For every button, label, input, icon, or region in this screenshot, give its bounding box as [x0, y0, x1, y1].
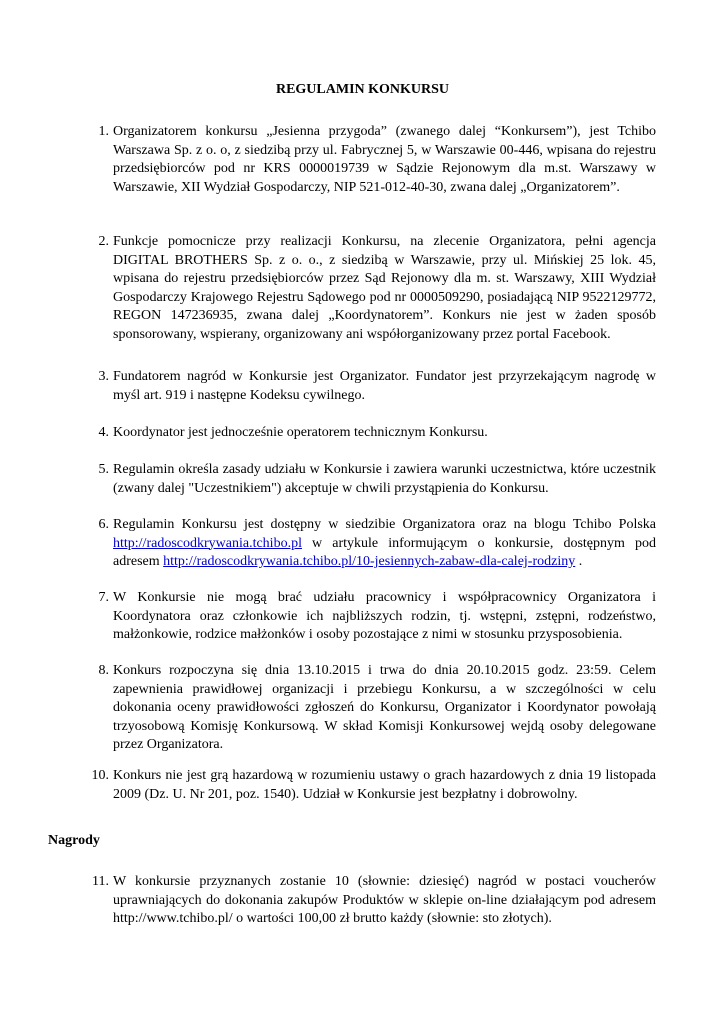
list-item-5	[98, 461, 656, 498]
list-item-8	[98, 662, 656, 755]
list-number: 5.	[98, 462, 109, 477]
list-item-text: W Konkursie nie mogą brać udziału pracownicy i współpracownicy Organizatora i Koordynatora oraz członkowie ich najbliższych rodzin, tj. wstępni, zstępni, rodzeństwo, małżonkowie, rodzice małżonków i osoby pozostające z nimi w stosunku przysposobienia.	[113, 590, 656, 642]
article-link[interactable]: http://radoscodkrywania.tchibo.pl/10-jesiennych-zabaw-dla-calej-rodziny	[163, 554, 576, 569]
list-item-text: W konkursie przyznanych zostanie 10 (słownie: dziesięć) nagród w postaci voucherów uprawniających do dokonania zakupów Produktów w sklepie on-line działającym pod adresem http://www.tchibo.pl/ o wartości 100,00 zł brutto każdy (słownie: sto złotych).	[113, 874, 656, 926]
list-number: 3.	[98, 369, 109, 384]
list-item-10	[91, 767, 656, 804]
section-heading-nagrody: Nagrody	[48, 833, 100, 848]
list-number: 8.	[98, 663, 109, 678]
list-number: 10.	[91, 768, 109, 783]
list-item-text: Funkcje pomocnicze przy realizacji Konkursu, na zlecenie Organizatora, pełni agencja DIGITAL BROTHERS Sp. z o. o., z siedzibą w Warszawie, przy ul. Mińskiej 25 lok. 45, wpisana do rejestru przedsiębiorców przez Sąd Rejonowy dla m. st. Warszawy, XIII Wydział Gospodarczy Krajowego Rejestru Sądowego pod nr 0000509290, posiadającą NIP 9522129772, REGON 147236935, zwana dalej „Koordynatorem”. Konkurs nie jest w żaden sposób sponsorowany, wspierany, organizowany ani współorganizowany przez portal Facebook.	[113, 234, 656, 342]
list-item-text: Fundatorem nagród w Konkursie jest Organizator. Fundator jest przyrzekającym nagrodę w myśl art. 919 i następne Kodeksu cywilnego.	[113, 369, 656, 403]
list-item-text	[113, 516, 656, 572]
list-item-4	[98, 424, 656, 443]
list-item-11	[92, 873, 656, 929]
list-item-text: Konkurs rozpoczyna się dnia 13.10.2015 i trwa do dnia 20.10.2015 godz. 23:59. Celem zapewnienia prawidłowej organizacji i przebiegu Konkursu, a w szczególności w celu dokonania oceny prawidłowości zgłoszeń do Konkursu, Organizator i Koordynator powołają trzyosobową Komisję Konkursową. W skład Komisji Konkursowej wejdą osoby delegowane przez Organizatora.	[113, 663, 656, 752]
item-6-text-middle: w artykule informującym o konkursie, dostępnym pod adresem	[113, 535, 656, 569]
blog-link[interactable]: http://radoscodkrywania.tchibo.pl	[113, 535, 302, 551]
list-item-text: Regulamin określa zasady udziału w Konkursie i zawiera warunki uczestnictwa, które uczestnik (zwany dalej "Uczestnikiem") akceptuje w chwili przystąpienia do Konkursu.	[113, 462, 656, 496]
list-item-3	[98, 368, 656, 405]
list-item-7	[98, 589, 656, 645]
list-item-6	[98, 516, 656, 572]
list-number: 11.	[92, 874, 109, 889]
list-item-1	[98, 123, 656, 197]
document-title: REGULAMIN KONKURSU	[275, 82, 450, 97]
list-number: 2.	[98, 234, 109, 249]
list-number: 4.	[98, 425, 109, 440]
list-number: 6.	[98, 517, 109, 532]
list-item-text: Organizatorem konkursu „Jesienna przygoda” (zwanego dalej “Konkursem”), jest Tchibo Warszawa Sp. z o. o, z siedzibą przy ul. Fabrycznej 5, w Warszawie 00-446, wpisana do rejestru przedsiębiorców pod nr KRS 0000019739 w Sądzie Rejonowym dla m.st. Warszawy w Warszawie, XII Wydział Gospodarczy, NIP 521-012-40-30, zwana dalej „Organizatorem”.	[113, 124, 656, 195]
list-number: 7.	[98, 590, 109, 605]
list-item-2	[98, 233, 656, 344]
list-item-text: Konkurs nie jest grą hazardową w rozumieniu ustawy o grach hazardowych z dnia 19 listopada 2009 (Dz. U. Nr 201, poz. 1540). Udział w Konkursie jest bezpłatny i dobrowolny.	[113, 768, 656, 802]
list-number: 1.	[98, 124, 109, 139]
item-6-text-after: .	[575, 554, 583, 569]
list-item-text: Koordynator jest jednocześnie operatorem technicznym Konkursu.	[113, 425, 488, 440]
item-6-text-before: Regulamin Konkursu jest dostępny w siedzibie Organizatora oraz na blogu Tchibo Polska	[113, 517, 656, 532]
